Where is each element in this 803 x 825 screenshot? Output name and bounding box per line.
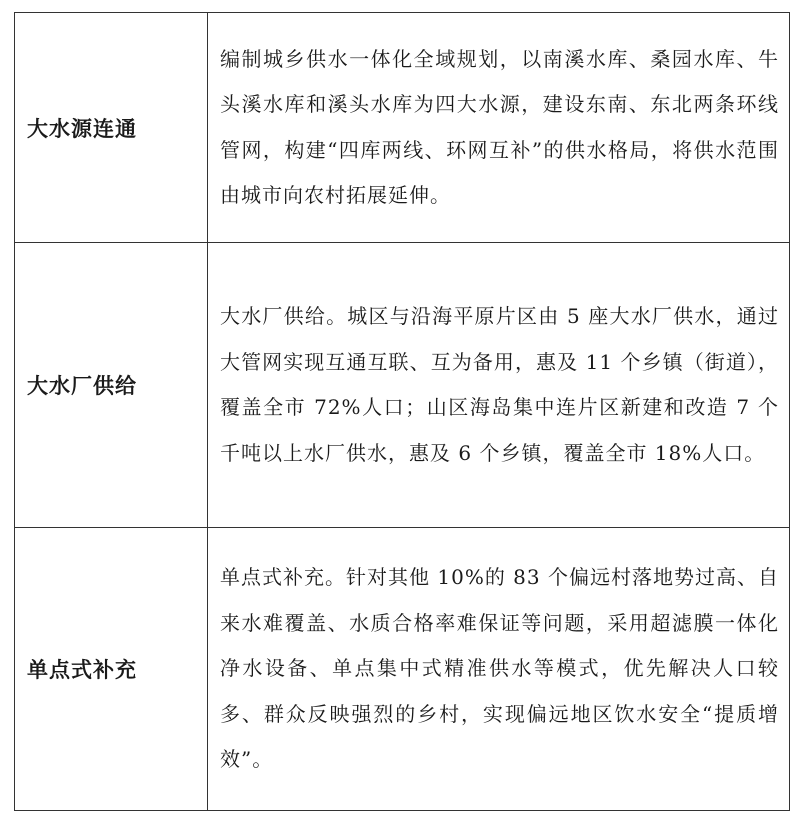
row-heading: 单点式补充 [15,528,208,811]
row-content: 编制城乡供水一体化全域规划，以南溪水库、桑园水库、牛头溪水库和溪头水库为四大水源，建设东南、东北两条环线管网，构建“四库两线、环网互补”的供水格局，将供水范围由城市向农村拓展延伸。 [208,13,790,243]
row-content: 单点式补充。针对其他 10%的 83 个偏远村落地势过高、自来水难覆盖、水质合格率难保证等问题，采用超滤膜一体化净水设备、单点集中式精准供水等模式，优先解决人口较多、群众反映强烈的乡村，实现偏远地区饮水安全“提质增效”。 [208,528,790,811]
row-content: 大水厂供给。城区与沿海平原片区由 5 座大水厂供水，通过大管网实现互通互联、互为备用，惠及 11 个乡镇（街道），覆盖全市 72%人口；山区海岛集中连片区新建和改造 7 个千吨以上水厂供水，惠及 6 个乡镇，覆盖全市 18%人口。 [208,243,790,528]
table-row [15,243,790,528]
row-heading: 大水源连通 [15,13,208,243]
water-supply-table [14,12,790,811]
table-row [15,528,790,811]
table-row [15,13,790,243]
row-heading: 大水厂供给 [15,243,208,528]
